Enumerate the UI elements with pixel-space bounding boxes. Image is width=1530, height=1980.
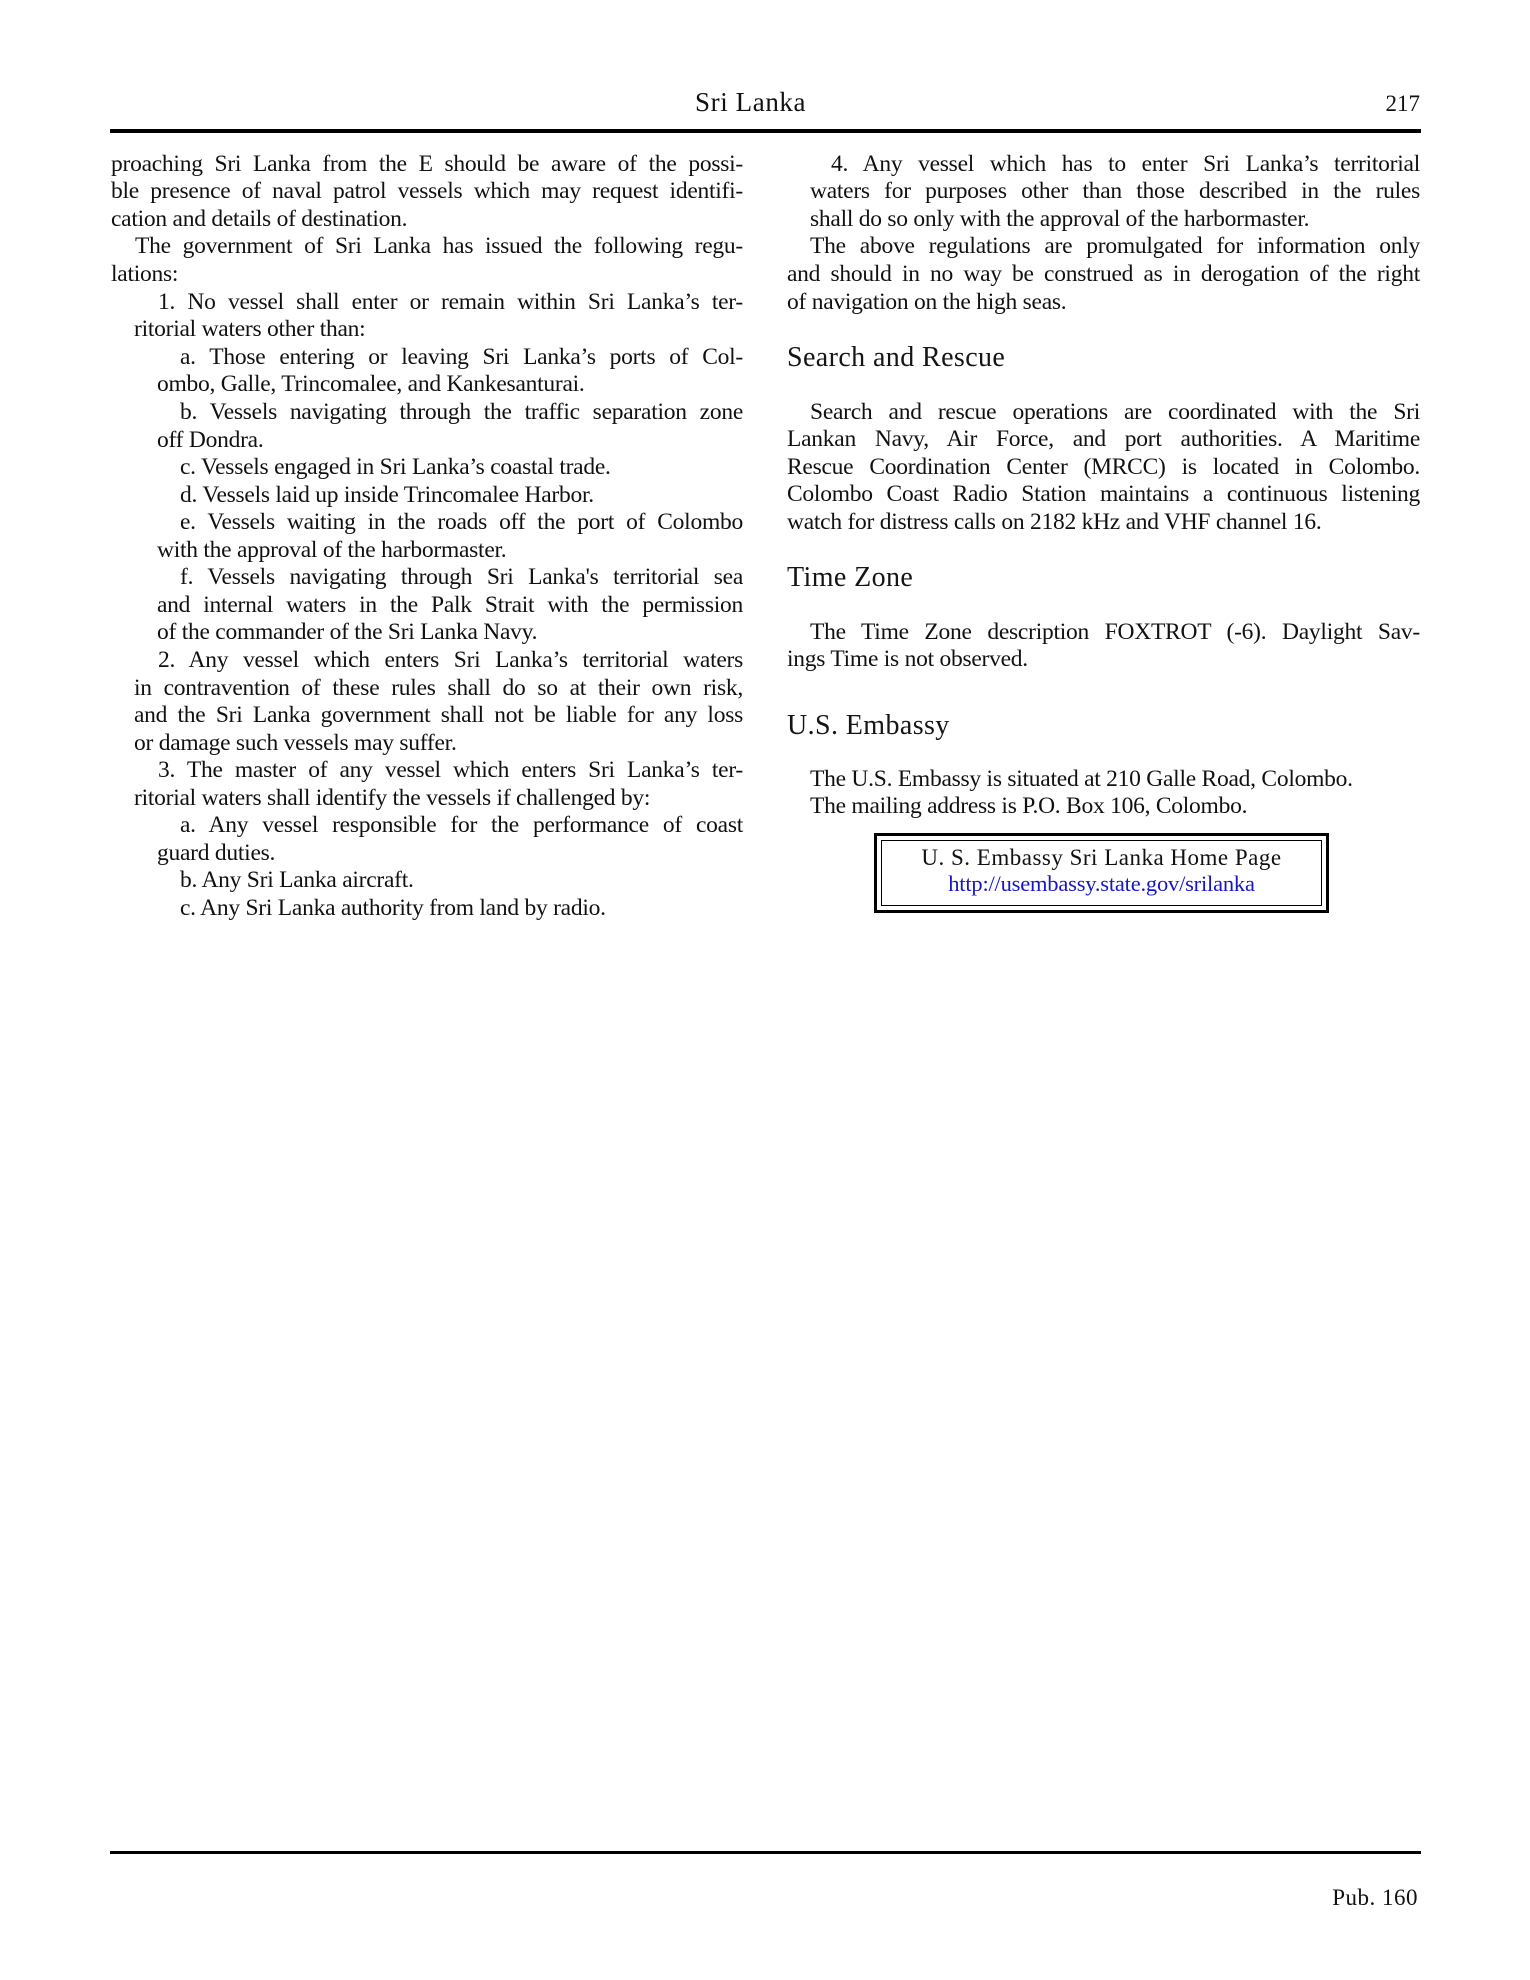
subitem-1e: e. Vessels waiting in the roads off the port of Colombo (180, 509, 743, 535)
page-number: 217 (1385, 91, 1420, 116)
body-line: The mailing address is P.O. Box 106, Colombo. (810, 793, 1248, 819)
body-line: Rescue Coordination Center (MRCC) is located in Colombo. (787, 454, 1420, 480)
subitem-1f: f. Vessels navigating through Sri Lanka's territorial sea (180, 564, 743, 590)
body-line: ble presence of naval patrol vessels which may request identifi- (111, 178, 743, 204)
regulation-item-4-cont: waters for purposes other than those described in the rules (810, 178, 1420, 204)
subitem-1b: b. Vessels navigating through the traffic separation zone (180, 399, 743, 425)
body-line: cation and details of destination. (111, 206, 408, 232)
regulation-item-4-cont: shall do so only with the approval of the harbormaster. (810, 206, 1310, 232)
regulation-item-4: 4. Any vessel which has to enter Sri Lanka’s territorial (831, 151, 1420, 177)
embassy-link-box-inner (881, 840, 1322, 906)
regulation-item-2-cont: in contravention of these rules shall do so at their own risk, (134, 675, 743, 701)
body-line: ings Time is not observed. (787, 646, 1028, 672)
body-line: Colombo Coast Radio Station maintains a continuous listening (787, 481, 1420, 507)
subitem-3c: c. Any Sri Lanka authority from land by radio. (180, 895, 606, 921)
section-heading-us-embassy: U.S. Embassy (787, 710, 950, 741)
body-line: The government of Sri Lanka has issued the following regu- (135, 233, 743, 259)
body-line: Search and rescue operations are coordinated with the Sri (810, 399, 1420, 425)
subitem-1e-cont: with the approval of the harbormaster. (157, 537, 507, 563)
subitem-3b: b. Any Sri Lanka aircraft. (180, 867, 414, 893)
body-line: Lankan Navy, Air Force, and port authorities. A Maritime (787, 426, 1420, 452)
body-line: of navigation on the high seas. (787, 289, 1067, 315)
body-line: and should in no way be construed as in derogation of the right (787, 261, 1420, 287)
regulation-item-2-cont: or damage such vessels may suffer. (134, 730, 457, 756)
regulation-item-1-cont: ritorial waters other than: (134, 316, 366, 342)
section-heading-search-and-rescue: Search and Rescue (787, 342, 1006, 373)
embassy-link-box (874, 833, 1329, 913)
header-rule (110, 129, 1421, 133)
regulation-item-2: 2. Any vessel which enters Sri Lanka’s territorial waters (158, 647, 743, 673)
subitem-1d: d. Vessels laid up inside Trincomalee Harbor. (180, 482, 594, 508)
body-line: The Time Zone description FOXTROT (-6). Daylight Sav- (810, 619, 1420, 645)
publication-number: Pub. 160 (1332, 1885, 1418, 1910)
embassy-link-title: U. S. Embassy Sri Lanka Home Page (921, 845, 1282, 870)
embassy-homepage-link[interactable]: http://usembassy.state.gov/srilanka (948, 871, 1255, 896)
body-line: lations: (111, 261, 179, 287)
subitem-3a: a. Any vessel responsible for the performance of coast (180, 812, 743, 838)
regulation-item-3: 3. The master of any vessel which enters Sri Lanka’s ter- (158, 757, 743, 783)
subitem-1f-cont: of the commander of the Sri Lanka Navy. (157, 619, 538, 645)
subitem-1f-cont: and internal waters in the Palk Strait with the permission (157, 592, 743, 618)
regulation-item-2-cont: and the Sri Lanka government shall not be liable for any loss (134, 702, 743, 728)
body-line: watch for distress calls on 2182 kHz and VHF channel 16. (787, 509, 1322, 535)
footer-rule (110, 1851, 1421, 1854)
subitem-3a-cont: guard duties. (157, 840, 276, 866)
subitem-1c: c. Vessels engaged in Sri Lanka’s coastal trade. (180, 454, 611, 480)
body-line: The U.S. Embassy is situated at 210 Galle Road, Colombo. (810, 766, 1353, 792)
body-line: The above regulations are promulgated for information only (810, 233, 1420, 259)
section-heading-time-zone: Time Zone (787, 562, 914, 593)
subitem-1a: a. Those entering or leaving Sri Lanka’s ports of Col- (180, 344, 743, 370)
regulation-item-1: 1. No vessel shall enter or remain within Sri Lanka’s ter- (158, 289, 743, 315)
running-header-title: Sri Lanka (695, 87, 807, 117)
body-line: proaching Sri Lanka from the E should be aware of the possi- (111, 151, 743, 177)
subitem-1b-cont: off Dondra. (157, 427, 264, 453)
regulation-item-3-cont: ritorial waters shall identify the vessels if challenged by: (134, 785, 651, 811)
subitem-1a-cont: ombo, Galle, Trincomalee, and Kankesanturai. (157, 371, 585, 397)
